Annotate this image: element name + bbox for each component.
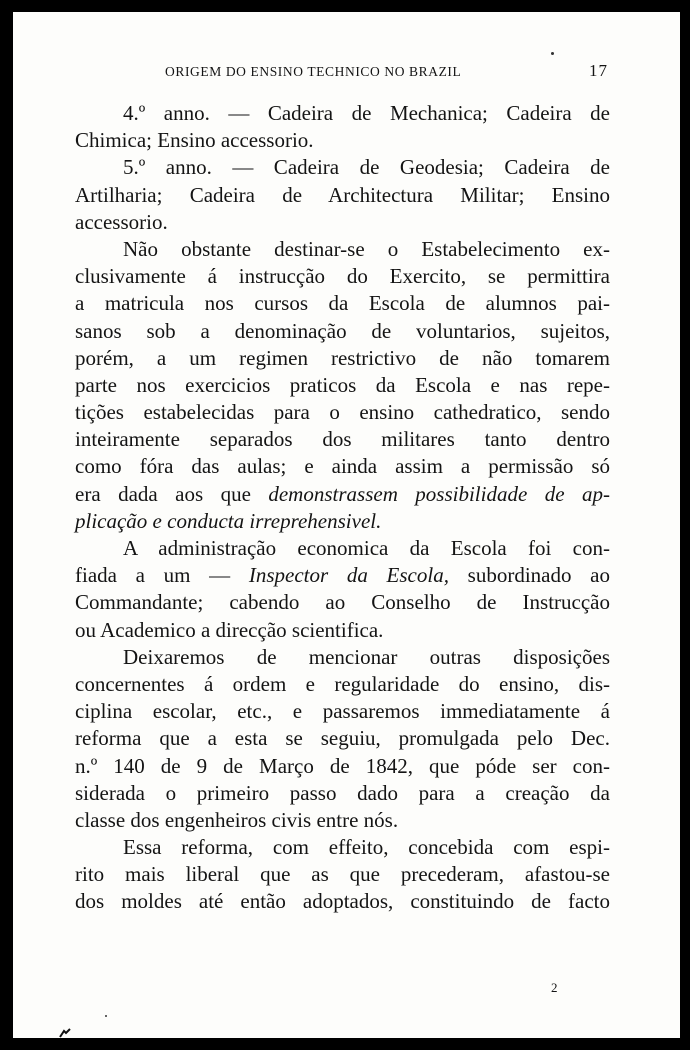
italic-text: Inspector da Escola, <box>248 563 449 588</box>
text-segment: clusivamente á instrucção do Exercito, se permittira <box>75 264 610 289</box>
text-line <box>75 290 610 317</box>
text-line <box>75 888 610 915</box>
text-line <box>75 589 610 616</box>
book-page <box>13 12 680 1038</box>
text-line <box>75 807 610 834</box>
text-segment: accessorio. <box>75 209 168 234</box>
text-segment: reforma que a esta se seguiu, promulgada pelo Dec. <box>75 726 610 751</box>
text-line <box>75 834 610 861</box>
signature-mark: 2 <box>551 980 558 995</box>
text-segment: 4.º anno. — Cadeira de Mechanica; Cadeira de <box>123 101 610 125</box>
text-segment: inteiramente separados dos militares tanto dentro <box>75 427 610 452</box>
text-segment: A administração economica da Escola foi con- <box>123 536 610 560</box>
text-line <box>75 426 610 453</box>
text-line <box>75 481 610 508</box>
text-segment: ciplina escolar, etc., e passaremos immediatamente á <box>75 699 610 724</box>
text-line <box>75 725 610 752</box>
text-segment: tições estabelecidas para o ensino cathedratico, sendo <box>75 400 610 425</box>
running-head: ORIGEM DO ENSINO TECHNICO NO BRAZIL <box>165 64 462 79</box>
text-segment: como fóra das aulas; e ainda assim a permissão só <box>75 454 610 479</box>
text-segment: Chimica; Ensino accessorio. <box>75 128 314 153</box>
body-text <box>75 100 610 916</box>
text-segment: Deixaremos de mencionar outras disposições <box>123 644 610 669</box>
text-segment: n.º 140 de 9 de Março de 1842, que póde ser con- <box>75 753 610 778</box>
text-line <box>75 127 610 154</box>
text-line <box>75 399 610 426</box>
text-line <box>75 318 610 345</box>
text-line <box>75 753 610 780</box>
text-segment: 5.º anno. — Cadeira de Geodesia; Cadeira de <box>123 155 610 180</box>
text-line <box>75 209 610 236</box>
ink-mark-icon <box>59 1028 71 1038</box>
text-line <box>75 263 610 290</box>
text-segment: era dada aos que <box>75 481 269 506</box>
text-line <box>75 453 610 480</box>
text-line <box>75 671 610 698</box>
page-header <box>75 61 608 86</box>
text-segment: fiada a um — <box>75 563 249 588</box>
text-segment: classe dos engenheiros civis entre nós. <box>75 807 399 832</box>
text-line <box>75 698 610 725</box>
text-segment: Essa reforma, com effeito, concebida com espi- <box>123 835 610 860</box>
ink-speck <box>551 52 554 55</box>
text-line <box>75 562 610 589</box>
text-line <box>75 780 610 807</box>
text-segment: porém, a um regimen restrictivo de não tomarem <box>75 345 610 370</box>
text-line <box>75 182 610 209</box>
text-line <box>75 861 610 888</box>
text-segment: a matricula nos cursos da Escola de alumnos pai- <box>75 291 610 316</box>
text-segment: ou Academico a direcção scientifica. <box>75 617 384 642</box>
text-segment: siderada o primeiro passo dado para a creação da <box>75 780 610 805</box>
text-line <box>75 617 610 644</box>
text-line <box>75 100 610 127</box>
text-line <box>75 236 610 263</box>
text-segment: dos moldes até então adoptados, constituindo de facto <box>75 889 610 914</box>
text-segment: subordinado ao <box>448 563 610 588</box>
text-line <box>75 372 610 399</box>
text-segment: sanos sob a denominação de voluntarios, sujeitos, <box>75 318 610 343</box>
text-segment: Artilharia; Cadeira de Architectura Militar; Ensino <box>75 182 610 207</box>
italic-text: demonstrassem possibilidade de ap- <box>268 481 610 506</box>
text-line <box>75 535 610 562</box>
text-segment: Não obstante destinar-se o Estabelecimento ex- <box>123 236 610 261</box>
italic-text: plicação e conducta irreprehensivel. <box>75 508 382 533</box>
text-segment: rito mais liberal que as que precederam, afastou-se <box>75 862 610 887</box>
ink-speck <box>105 1015 107 1017</box>
text-line <box>75 154 610 181</box>
text-line <box>75 345 610 372</box>
text-segment: Commandante; cabendo ao Conselho de Instrucção <box>75 590 610 615</box>
text-segment: parte nos exercicios praticos da Escola e nas repe- <box>75 372 610 397</box>
page-number: 17 <box>589 61 608 80</box>
text-segment: concernentes á ordem e regularidade do ensino, dis- <box>75 671 610 696</box>
text-line <box>75 644 610 671</box>
text-line <box>75 508 610 535</box>
